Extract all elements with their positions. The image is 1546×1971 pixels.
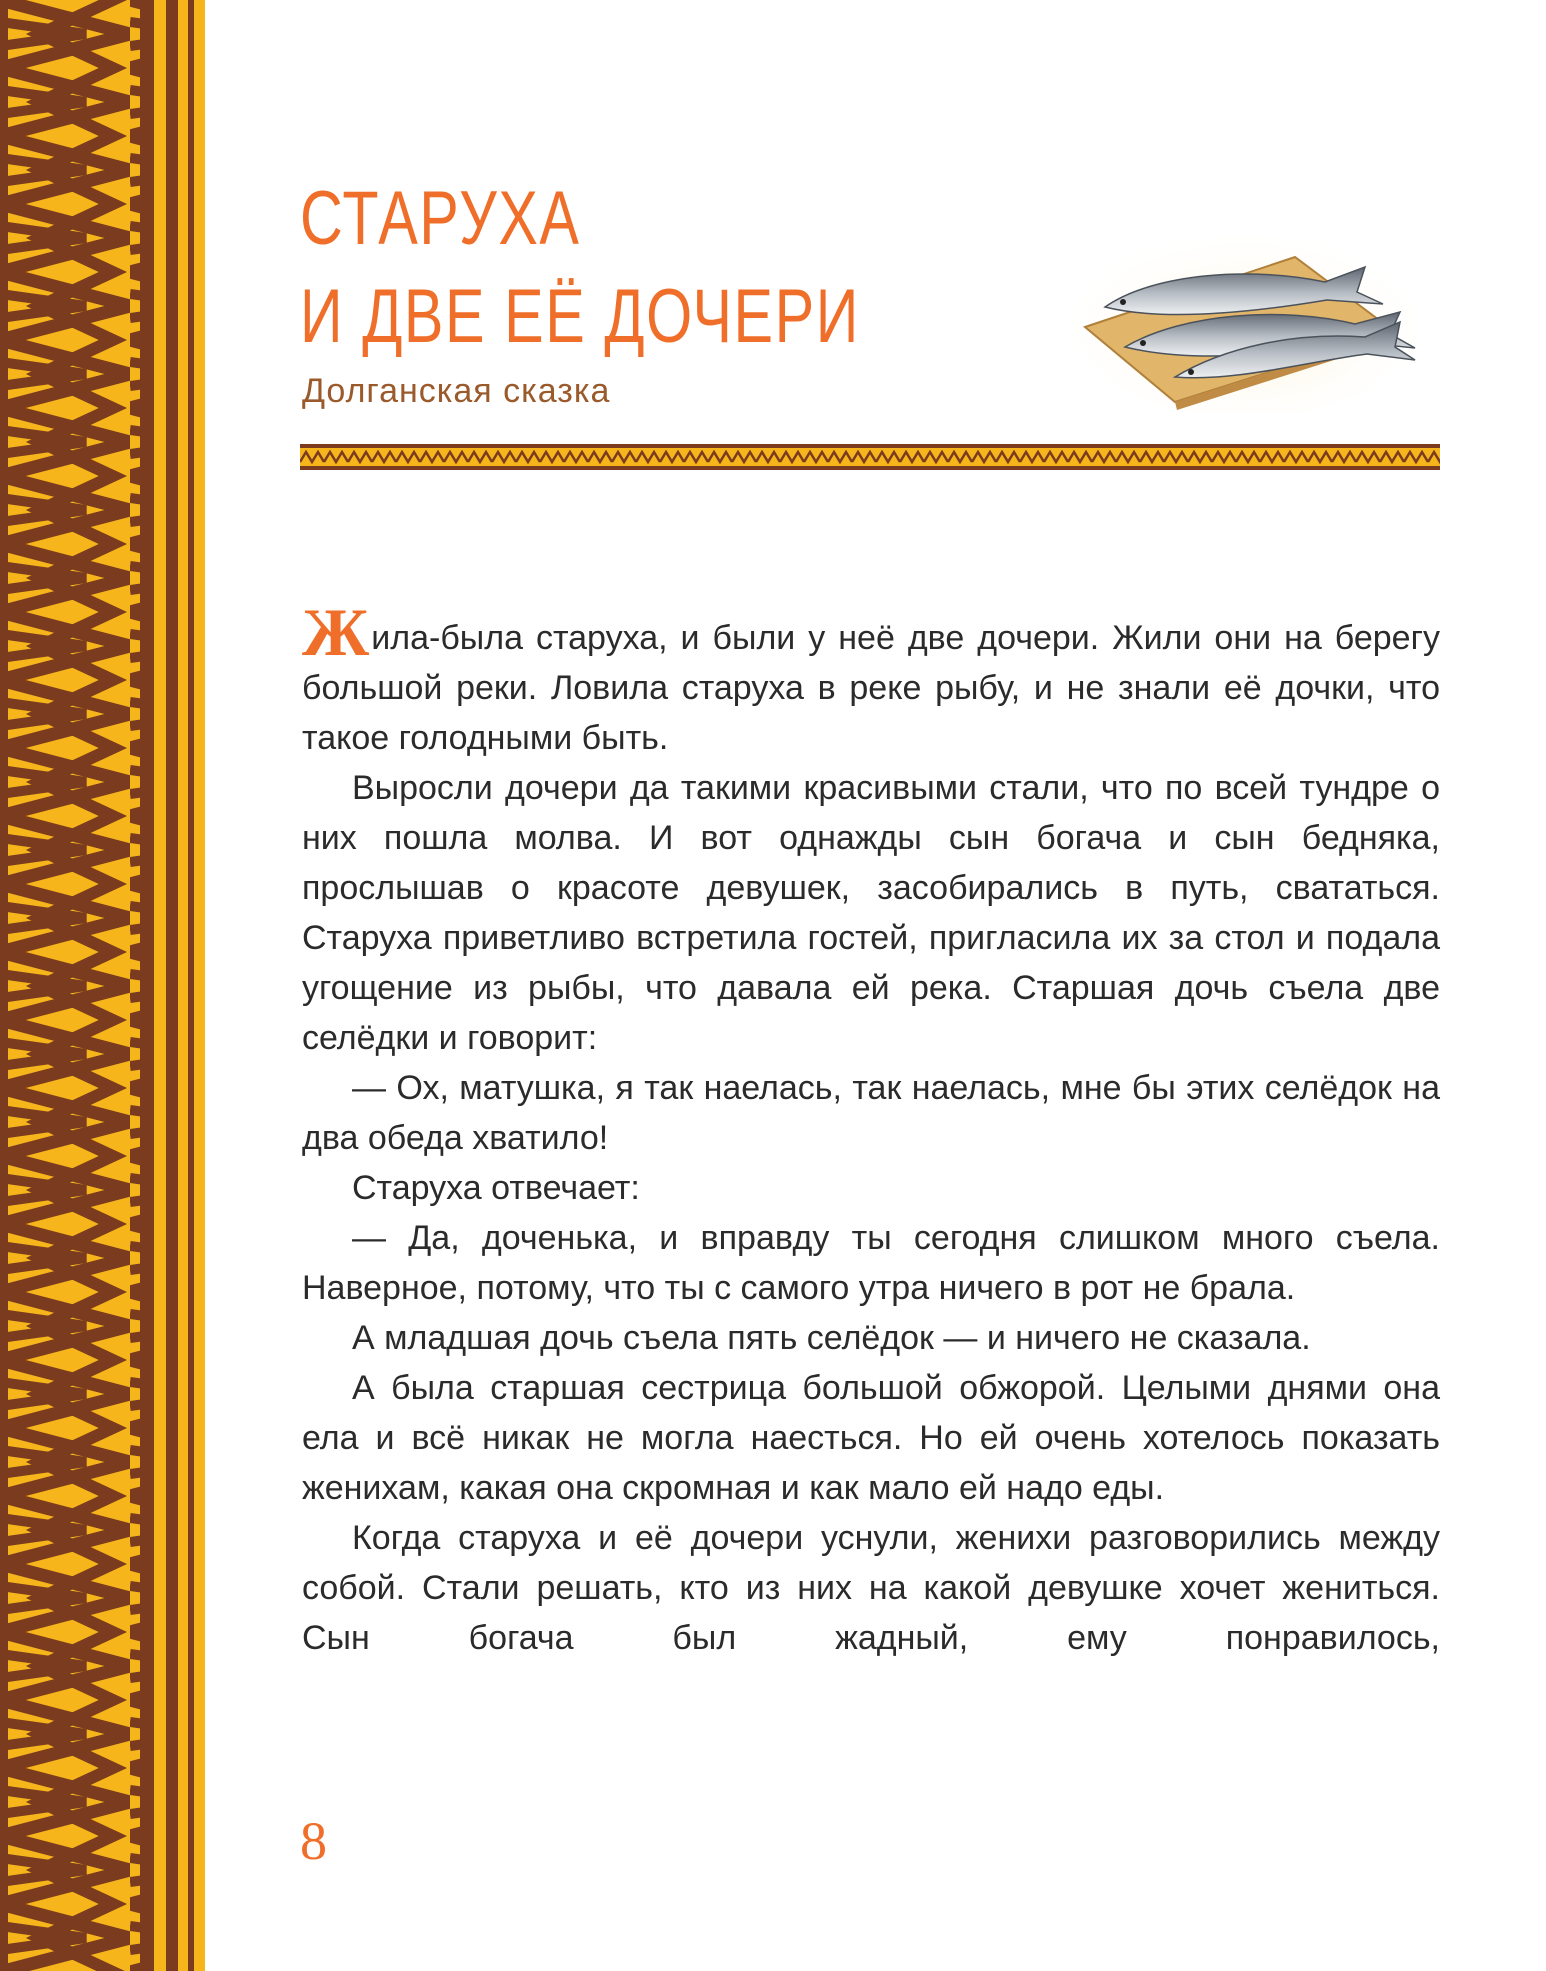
- ornamental-divider: [300, 444, 1440, 470]
- story-subtitle: Долганская сказка: [302, 372, 611, 410]
- drop-cap: Ж: [302, 594, 370, 670]
- title-line-2: И ДВЕ ЕЁ ДОЧЕРИ: [300, 274, 860, 359]
- page-number: 8: [300, 1811, 327, 1871]
- story-paragraph-1: [302, 594, 1440, 763]
- story-paragraph-4: Старуха отвечает:: [352, 1169, 640, 1207]
- fish-on-board-illustration: [1065, 212, 1425, 412]
- story-paragraph-7: А была старшая сестрица большой обжорой. Целыми днями она ела и всё никак не могла наесться. Но ей очень хотелось показать женихам, какая она скромная и как мало ей надо еды.: [302, 1369, 1440, 1507]
- story-paragraph-5: — Да, доченька, и вправду ты сегодня слишком много съела. Наверное, потому, что ты с самого утра ничего в рот не брала.: [302, 1219, 1440, 1307]
- story-title: [300, 170, 860, 366]
- decorative-border: [0, 0, 205, 1971]
- story-paragraph-3: — Ох, матушка, я так наелась, так наелась, мне бы этих селёдок на два обеда хватило!: [302, 1069, 1440, 1157]
- story-paragraph-2: Выросли дочери да такими красивыми стали, что по всей тундре о них пошла молва. И вот однажды сын богача и сын бедняка, прослышав о красоте девушек, засобирались в путь, свататься. Старуха приветливо встретила гостей, пригласила их за стол и подала угощение из рыбы, что давала ей река. Старшая дочь съела две селёдки и говорит:: [302, 769, 1440, 1057]
- story-paragraph-8: Когда старуха и её дочери уснули, женихи разговорились между собой. Стали решать, кто из них на какой девушке хочет жениться. Сын богача был жадный, ему понравилось,: [302, 1519, 1440, 1657]
- paragraph-text: ила-была старуха, и были у неё две дочери. Жили они на берегу большой реки. Ловила старуха в реке рыбу, и не знали её дочки, что такое голодными быть.: [302, 619, 1440, 757]
- story-body: [302, 594, 1440, 1663]
- story-paragraph-6: А младшая дочь съела пять селёдок — и ничего не сказала.: [352, 1319, 1311, 1357]
- title-line-1: СТАРУХА: [300, 176, 581, 261]
